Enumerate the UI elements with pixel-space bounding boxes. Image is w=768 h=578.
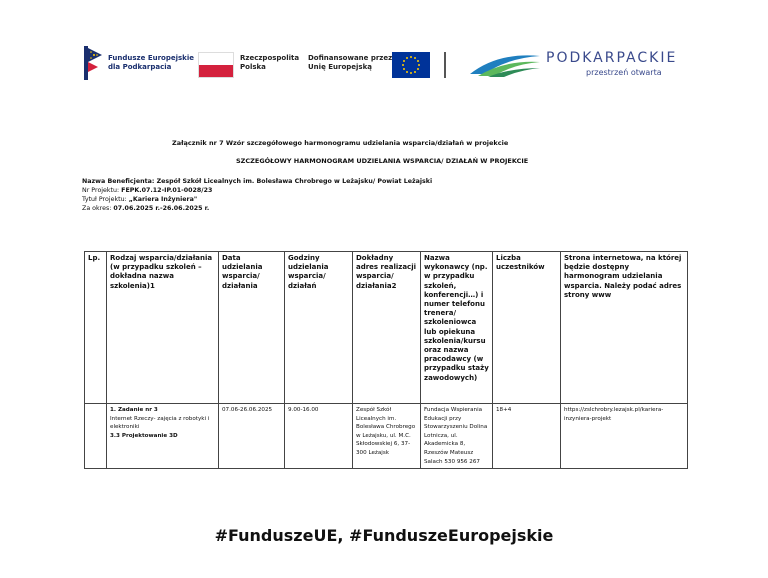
header-date: Data udzielania wsparcia/ działania — [219, 252, 285, 404]
cell-support-type — [107, 404, 219, 469]
header-participants: Liczba uczestników — [493, 252, 561, 404]
period-value: 07.06.2025 r.-26.06.2025 r. — [113, 205, 210, 212]
period-line — [82, 205, 209, 212]
project-title-label: Tytuł Projektu: — [82, 196, 129, 203]
header-website: Strona internetowa, na której będzie dostępny harmonogram udzielania wsparcia. Należy podać adres strony www — [561, 252, 688, 404]
beneficiary-label: Nazwa Beneficjenta: — [82, 178, 157, 185]
header-address: Dokładny adres realizacji wsparcia/ działania2 — [353, 252, 421, 404]
schedule-table — [84, 251, 688, 469]
polish-flag-icon — [198, 52, 234, 78]
hashtags-footer: #FunduszeUE, #FunduszeEuropejskie — [214, 526, 554, 545]
table-header-row — [85, 252, 688, 404]
cell-address: Zespół Szkół Licealnych im. Bolesława Chrobrego w Leżajsku, ul. M.C. Skłodowskiej 6, 37-300 Leżajsk — [353, 404, 421, 469]
header-hours: Godziny udzielania wsparcia/ działań — [285, 252, 353, 404]
logo-strip — [84, 46, 690, 82]
cell-hours: 9.00-16.00 — [285, 404, 353, 469]
project-number-value: FEPK.07.12-IP.01-0028/23 — [121, 187, 213, 194]
header-contractor: Nazwa wykonawcy (np. w przypadku szkoleń, konferencji…) i numer telefonu trenera/ szkoleniowca lub opiekuna szkolenia/kursu oraz nazwa pracodawcy (w przypadku staży zawodowych) — [421, 252, 493, 404]
header-lp: Lp. — [85, 252, 107, 404]
cell-website[interactable]: https://zslchrobry.lezajsk.pl/kariera-inzyniera-projekt — [561, 404, 688, 469]
task-module: 3.3 Projektowanie 3D — [110, 432, 178, 439]
podkarpackie-logo — [468, 46, 690, 82]
eu-logo-line2: Unię Europejską — [308, 63, 372, 71]
table-row — [85, 404, 688, 469]
fe-emblem-icon — [84, 46, 104, 80]
attachment-title: Załącznik nr 7 Wzór szczegółowego harmonogramu udzielania wsparcia/działań w projekcie — [172, 139, 509, 147]
cell-contractor: Fundacja Wspierania Edukacji przy Stowarzyszeniu Dolina Lotnicza, ul. Akademicka 8, Rzeszów Mateusz Salach 530 956 267 — [421, 404, 493, 469]
region-subtitle: przestrzeń otwarta — [586, 68, 662, 77]
eu-logo-line1: Dofinansowane przez — [308, 54, 393, 62]
eu-cofinancing-logo — [308, 52, 448, 78]
project-number-line — [82, 187, 212, 194]
eu-flag-icon — [392, 52, 430, 78]
cell-date: 07.06-26.06.2025 — [219, 404, 285, 469]
task-description: Internet Rzeczy- zajęcia z robotyki i elektroniki — [110, 415, 210, 431]
cell-lp — [85, 404, 107, 469]
rp-logo-line2: Polska — [240, 63, 266, 71]
rp-logo-line1: Rzeczpospolita — [240, 54, 300, 62]
beneficiary-line — [82, 178, 432, 185]
region-swoosh-icon — [468, 48, 542, 78]
rzeczpospolita-logo — [198, 50, 308, 80]
project-title-line — [82, 196, 197, 203]
beneficiary-value: Zespół Szkół Licealnych im. Bolesława Chrobrego w Leżajsku/ Powiat Leżajski — [156, 178, 433, 185]
cell-participants: 18+4 — [493, 404, 561, 469]
logo-divider — [444, 52, 446, 78]
period-label: Za okres: — [82, 205, 114, 212]
fundusze-europejskie-logo — [84, 46, 194, 82]
header-support-type: Rodzaj wsparcia/działania (w przypadku szkoleń – dokładna nazwa szkolenia)1 — [107, 252, 219, 404]
project-title-value: „Kariera Inżyniera" — [128, 196, 198, 203]
document-heading: SZCZEGÓŁOWY HARMONOGRAM UDZIELANIA WSPARCIA/ DZIAŁAŃ W PROJEKCIE — [236, 157, 529, 165]
fe-logo-line1: Fundusze Europejskie — [108, 54, 194, 62]
project-number-label: Nr Projektu: — [82, 187, 122, 194]
fe-logo-line2: dla Podkarpacia — [108, 63, 172, 71]
task-number: 1. Zadanie nr 3 — [110, 407, 158, 413]
region-title: PODKARPACKIE — [546, 50, 678, 66]
